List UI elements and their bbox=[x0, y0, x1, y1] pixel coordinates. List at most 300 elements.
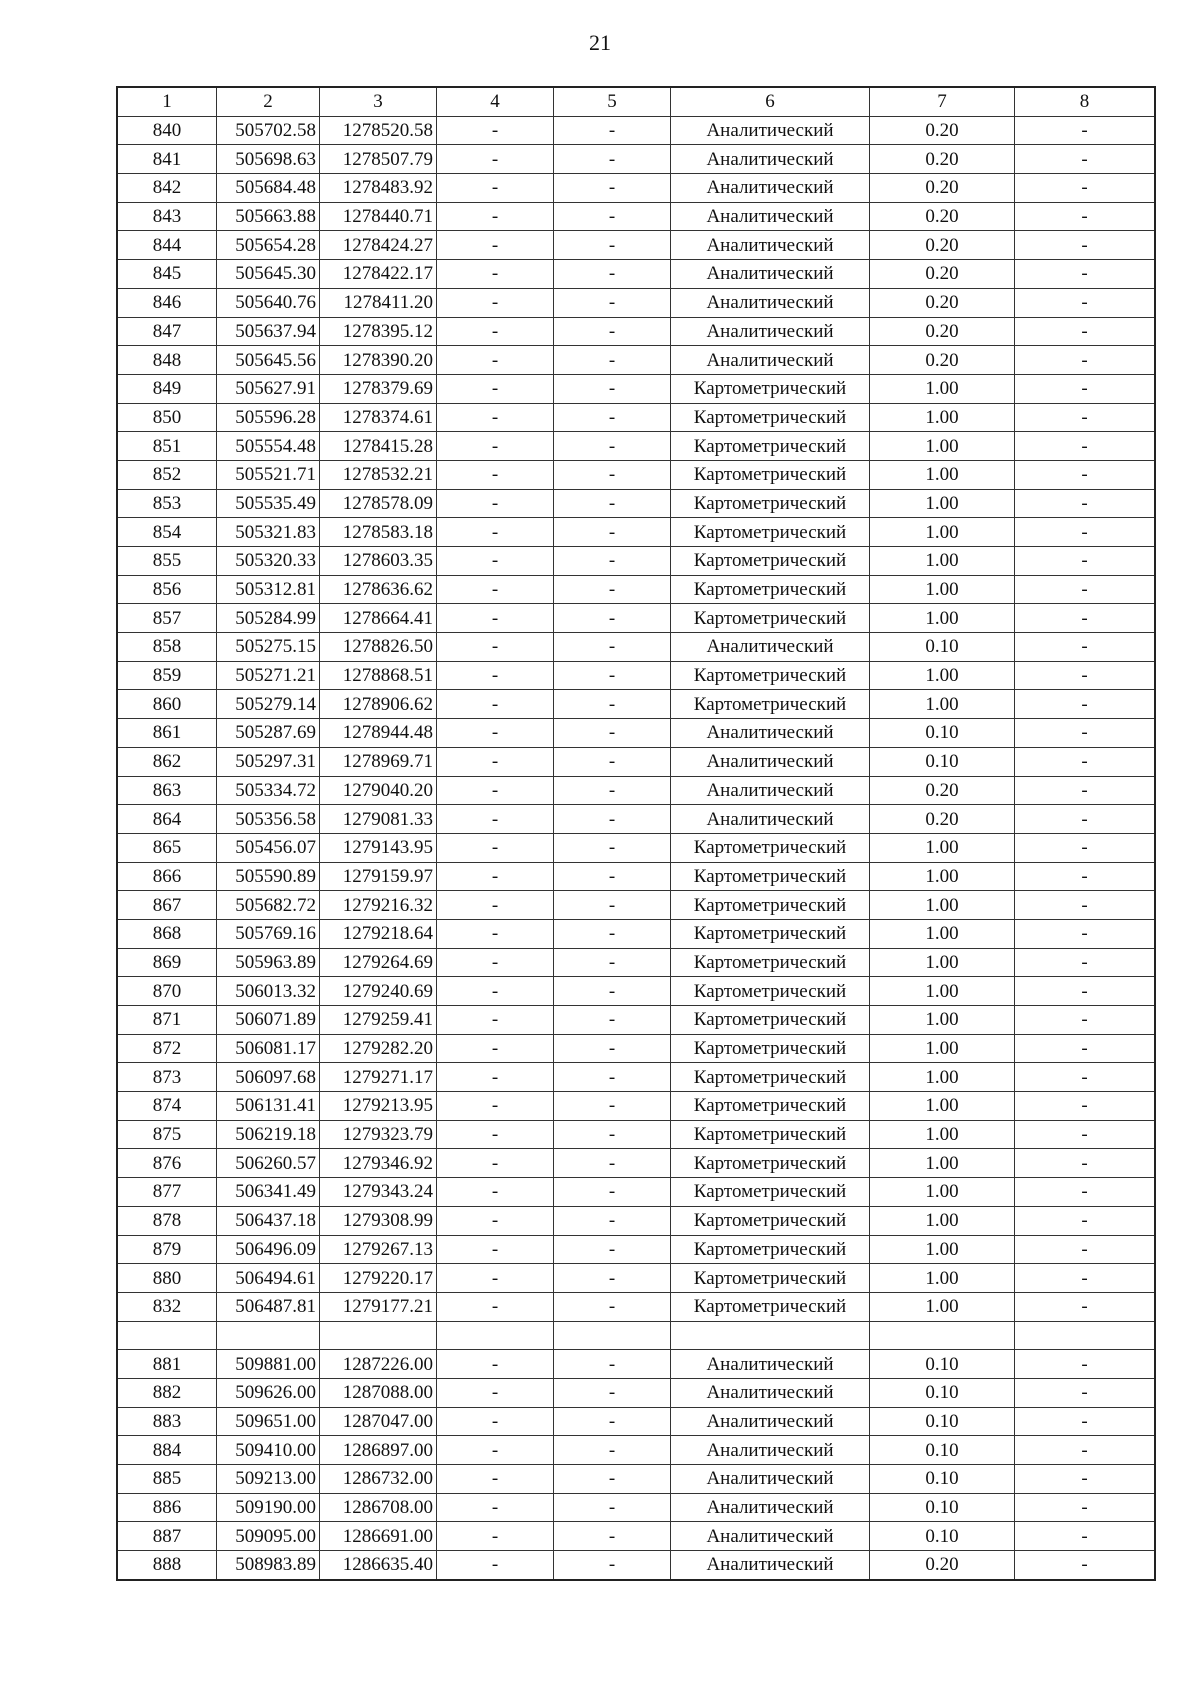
point-number-cell: 884 bbox=[117, 1436, 217, 1465]
col4-cell: - bbox=[437, 833, 554, 862]
table-row bbox=[117, 891, 1155, 920]
header-row bbox=[117, 87, 1155, 116]
y-coordinate-cell: 1278483.92 bbox=[320, 174, 437, 203]
col5-cell: - bbox=[554, 460, 671, 489]
point-number-cell: 846 bbox=[117, 288, 217, 317]
accuracy-cell: 0.20 bbox=[870, 260, 1015, 289]
y-coordinate-cell: 1278395.12 bbox=[320, 317, 437, 346]
col5-cell: - bbox=[554, 1378, 671, 1407]
col4-cell: - bbox=[437, 518, 554, 547]
col4-cell: - bbox=[437, 1178, 554, 1207]
col5-cell: - bbox=[554, 1063, 671, 1092]
method-cell: Картометрический bbox=[671, 977, 870, 1006]
col4-cell: - bbox=[437, 1006, 554, 1035]
col4-cell: - bbox=[437, 891, 554, 920]
table-row bbox=[117, 317, 1155, 346]
x-coordinate-cell: 505682.72 bbox=[217, 891, 320, 920]
point-number-cell: 874 bbox=[117, 1092, 217, 1121]
table-row bbox=[117, 1063, 1155, 1092]
method-cell: Аналитический bbox=[671, 747, 870, 776]
point-number-cell: 848 bbox=[117, 346, 217, 375]
accuracy-cell: 0.20 bbox=[870, 288, 1015, 317]
col5-cell: - bbox=[554, 1034, 671, 1063]
col8-cell: - bbox=[1015, 145, 1156, 174]
x-coordinate-cell: 505637.94 bbox=[217, 317, 320, 346]
x-coordinate-cell: 506097.68 bbox=[217, 1063, 320, 1092]
table-row bbox=[117, 1378, 1155, 1407]
y-coordinate-cell: 1279282.20 bbox=[320, 1034, 437, 1063]
point-number-cell: 869 bbox=[117, 948, 217, 977]
table-row bbox=[117, 1264, 1155, 1293]
col4-cell: - bbox=[437, 1206, 554, 1235]
method-cell: Картометрический bbox=[671, 1006, 870, 1035]
y-coordinate-cell: 1278379.69 bbox=[320, 374, 437, 403]
point-number-cell: 857 bbox=[117, 604, 217, 633]
y-coordinate-cell: 1279040.20 bbox=[320, 776, 437, 805]
y-coordinate-cell: 1279216.32 bbox=[320, 891, 437, 920]
point-number-cell: 858 bbox=[117, 633, 217, 662]
x-coordinate-cell: 505590.89 bbox=[217, 862, 320, 891]
method-cell bbox=[671, 1321, 870, 1350]
accuracy-cell: 1.00 bbox=[870, 1006, 1015, 1035]
y-coordinate-cell: 1278415.28 bbox=[320, 432, 437, 461]
x-coordinate-cell: 505279.14 bbox=[217, 690, 320, 719]
col5-cell: - bbox=[554, 719, 671, 748]
col8-cell: - bbox=[1015, 518, 1156, 547]
col5-cell: - bbox=[554, 403, 671, 432]
point-number-cell: 876 bbox=[117, 1149, 217, 1178]
header-cell: 6 bbox=[671, 87, 870, 116]
col4-cell: - bbox=[437, 604, 554, 633]
col4-cell: - bbox=[437, 260, 554, 289]
table-row bbox=[117, 116, 1155, 145]
table-row bbox=[117, 1235, 1155, 1264]
col4-cell: - bbox=[437, 1149, 554, 1178]
accuracy-cell: 0.20 bbox=[870, 116, 1015, 145]
accuracy-cell: 1.00 bbox=[870, 833, 1015, 862]
header-cell: 1 bbox=[117, 87, 217, 116]
col4-cell: - bbox=[437, 719, 554, 748]
col8-cell: - bbox=[1015, 891, 1156, 920]
accuracy-cell: 1.00 bbox=[870, 1092, 1015, 1121]
method-cell: Аналитический bbox=[671, 202, 870, 231]
col4-cell: - bbox=[437, 547, 554, 576]
col5-cell: - bbox=[554, 518, 671, 547]
method-cell: Картометрический bbox=[671, 1264, 870, 1293]
y-coordinate-cell: 1278520.58 bbox=[320, 116, 437, 145]
x-coordinate-cell: 506219.18 bbox=[217, 1120, 320, 1149]
x-coordinate-cell: 506437.18 bbox=[217, 1206, 320, 1235]
table-row bbox=[117, 1149, 1155, 1178]
method-cell: Картометрический bbox=[671, 1120, 870, 1149]
accuracy-cell: 1.00 bbox=[870, 891, 1015, 920]
col4-cell: - bbox=[437, 1063, 554, 1092]
x-coordinate-cell: 506487.81 bbox=[217, 1292, 320, 1321]
header-cell: 4 bbox=[437, 87, 554, 116]
method-cell: Аналитический bbox=[671, 1551, 870, 1580]
col5-cell: - bbox=[554, 547, 671, 576]
point-number-cell: 844 bbox=[117, 231, 217, 260]
accuracy-cell: 1.00 bbox=[870, 1063, 1015, 1092]
y-coordinate-cell: 1279159.97 bbox=[320, 862, 437, 891]
method-cell: Аналитический bbox=[671, 317, 870, 346]
point-number-cell: 852 bbox=[117, 460, 217, 489]
col8-cell: - bbox=[1015, 604, 1156, 633]
col5-cell: - bbox=[554, 661, 671, 690]
x-coordinate-cell bbox=[217, 1321, 320, 1350]
col5-cell: - bbox=[554, 1407, 671, 1436]
col4-cell: - bbox=[437, 977, 554, 1006]
accuracy-cell: 1.00 bbox=[870, 460, 1015, 489]
accuracy-cell: 1.00 bbox=[870, 1178, 1015, 1207]
point-number-cell: 840 bbox=[117, 116, 217, 145]
y-coordinate-cell: 1278826.50 bbox=[320, 633, 437, 662]
x-coordinate-cell: 505275.15 bbox=[217, 633, 320, 662]
y-coordinate-cell bbox=[320, 1321, 437, 1350]
table-row bbox=[117, 346, 1155, 375]
point-number-cell: 882 bbox=[117, 1378, 217, 1407]
y-coordinate-cell: 1278969.71 bbox=[320, 747, 437, 776]
table-row bbox=[117, 1350, 1155, 1379]
point-number-cell: 868 bbox=[117, 919, 217, 948]
accuracy-cell: 1.00 bbox=[870, 1034, 1015, 1063]
y-coordinate-cell: 1287088.00 bbox=[320, 1378, 437, 1407]
method-cell: Картометрический bbox=[671, 403, 870, 432]
point-number-cell: 888 bbox=[117, 1551, 217, 1580]
col5-cell: - bbox=[554, 862, 671, 891]
col4-cell: - bbox=[437, 661, 554, 690]
col8-cell: - bbox=[1015, 776, 1156, 805]
col5-cell: - bbox=[554, 977, 671, 1006]
table-row bbox=[117, 432, 1155, 461]
accuracy-cell: 1.00 bbox=[870, 432, 1015, 461]
point-number-cell: 873 bbox=[117, 1063, 217, 1092]
accuracy-cell: 0.20 bbox=[870, 174, 1015, 203]
method-cell: Картометрический bbox=[671, 575, 870, 604]
header-cell: 7 bbox=[870, 87, 1015, 116]
col4-cell: - bbox=[437, 460, 554, 489]
col8-cell: - bbox=[1015, 231, 1156, 260]
accuracy-cell: 1.00 bbox=[870, 948, 1015, 977]
accuracy-cell: 0.10 bbox=[870, 719, 1015, 748]
col8-cell: - bbox=[1015, 547, 1156, 576]
method-cell: Аналитический bbox=[671, 1378, 870, 1407]
col8-cell: - bbox=[1015, 719, 1156, 748]
point-number-cell: 886 bbox=[117, 1493, 217, 1522]
col4-cell: - bbox=[437, 288, 554, 317]
y-coordinate-cell: 1286691.00 bbox=[320, 1522, 437, 1551]
table-row bbox=[117, 661, 1155, 690]
col8-cell: - bbox=[1015, 1522, 1156, 1551]
y-coordinate-cell: 1278411.20 bbox=[320, 288, 437, 317]
header-cell: 8 bbox=[1015, 87, 1156, 116]
col4-cell: - bbox=[437, 174, 554, 203]
method-cell: Картометрический bbox=[671, 690, 870, 719]
col5-cell: - bbox=[554, 948, 671, 977]
col4-cell: - bbox=[437, 317, 554, 346]
point-number-cell: 849 bbox=[117, 374, 217, 403]
accuracy-cell: 0.10 bbox=[870, 633, 1015, 662]
x-coordinate-cell: 505684.48 bbox=[217, 174, 320, 203]
col5-cell: - bbox=[554, 1092, 671, 1121]
col4-cell: - bbox=[437, 145, 554, 174]
y-coordinate-cell: 1279177.21 bbox=[320, 1292, 437, 1321]
method-cell: Картометрический bbox=[671, 432, 870, 461]
method-cell: Аналитический bbox=[671, 145, 870, 174]
y-coordinate-cell: 1279220.17 bbox=[320, 1264, 437, 1293]
col5-cell: - bbox=[554, 317, 671, 346]
point-number-cell: 847 bbox=[117, 317, 217, 346]
y-coordinate-cell: 1278440.71 bbox=[320, 202, 437, 231]
point-number-cell: 855 bbox=[117, 547, 217, 576]
col5-cell: - bbox=[554, 1522, 671, 1551]
accuracy-cell: 0.20 bbox=[870, 1551, 1015, 1580]
table-row bbox=[117, 833, 1155, 862]
x-coordinate-cell: 509881.00 bbox=[217, 1350, 320, 1379]
accuracy-cell: 1.00 bbox=[870, 1206, 1015, 1235]
table-row bbox=[117, 1551, 1155, 1580]
col8-cell: - bbox=[1015, 1092, 1156, 1121]
x-coordinate-cell: 505654.28 bbox=[217, 231, 320, 260]
x-coordinate-cell: 505456.07 bbox=[217, 833, 320, 862]
col5-cell: - bbox=[554, 346, 671, 375]
col5-cell: - bbox=[554, 747, 671, 776]
accuracy-cell: 0.10 bbox=[870, 747, 1015, 776]
x-coordinate-cell: 505297.31 bbox=[217, 747, 320, 776]
col8-cell: - bbox=[1015, 1551, 1156, 1580]
x-coordinate-cell: 506496.09 bbox=[217, 1235, 320, 1264]
table-row bbox=[117, 1206, 1155, 1235]
col8-cell: - bbox=[1015, 174, 1156, 203]
table-row bbox=[117, 260, 1155, 289]
col5-cell: - bbox=[554, 1178, 671, 1207]
x-coordinate-cell: 505645.30 bbox=[217, 260, 320, 289]
col5-cell: - bbox=[554, 833, 671, 862]
accuracy-cell: 1.00 bbox=[870, 575, 1015, 604]
x-coordinate-cell: 509410.00 bbox=[217, 1436, 320, 1465]
col4-cell: - bbox=[437, 1522, 554, 1551]
col8-cell: - bbox=[1015, 1235, 1156, 1264]
x-coordinate-cell: 505645.56 bbox=[217, 346, 320, 375]
accuracy-cell: 1.00 bbox=[870, 547, 1015, 576]
col8-cell: - bbox=[1015, 833, 1156, 862]
table-row bbox=[117, 1092, 1155, 1121]
y-coordinate-cell: 1278868.51 bbox=[320, 661, 437, 690]
x-coordinate-cell: 506341.49 bbox=[217, 1178, 320, 1207]
method-cell: Картометрический bbox=[671, 948, 870, 977]
method-cell: Аналитический bbox=[671, 346, 870, 375]
y-coordinate-cell: 1279346.92 bbox=[320, 1149, 437, 1178]
accuracy-cell: 1.00 bbox=[870, 690, 1015, 719]
x-coordinate-cell: 506071.89 bbox=[217, 1006, 320, 1035]
method-cell: Картометрический bbox=[671, 547, 870, 576]
accuracy-cell: 1.00 bbox=[870, 862, 1015, 891]
accuracy-cell: 0.10 bbox=[870, 1350, 1015, 1379]
col4-cell: - bbox=[437, 1264, 554, 1293]
x-coordinate-cell: 505321.83 bbox=[217, 518, 320, 547]
point-number-cell: 866 bbox=[117, 862, 217, 891]
table-row bbox=[117, 145, 1155, 174]
col8-cell: - bbox=[1015, 805, 1156, 834]
accuracy-cell: 0.10 bbox=[870, 1378, 1015, 1407]
header-cell: 3 bbox=[320, 87, 437, 116]
col4-cell: - bbox=[437, 1092, 554, 1121]
col4-cell: - bbox=[437, 633, 554, 662]
method-cell: Картометрический bbox=[671, 1063, 870, 1092]
table-row bbox=[117, 919, 1155, 948]
col5-cell: - bbox=[554, 288, 671, 317]
point-number-cell: 861 bbox=[117, 719, 217, 748]
accuracy-cell: 1.00 bbox=[870, 1264, 1015, 1293]
accuracy-cell: 0.20 bbox=[870, 317, 1015, 346]
method-cell: Картометрический bbox=[671, 1092, 870, 1121]
y-coordinate-cell: 1279343.24 bbox=[320, 1178, 437, 1207]
x-coordinate-cell: 509190.00 bbox=[217, 1493, 320, 1522]
point-number-cell: 859 bbox=[117, 661, 217, 690]
method-cell: Аналитический bbox=[671, 1522, 870, 1551]
table-row bbox=[117, 1321, 1155, 1350]
col5-cell: - bbox=[554, 1149, 671, 1178]
method-cell: Картометрический bbox=[671, 1292, 870, 1321]
table-row bbox=[117, 747, 1155, 776]
accuracy-cell bbox=[870, 1321, 1015, 1350]
col8-cell: - bbox=[1015, 1264, 1156, 1293]
method-cell: Аналитический bbox=[671, 1436, 870, 1465]
accuracy-cell: 0.20 bbox=[870, 805, 1015, 834]
method-cell: Аналитический bbox=[671, 1350, 870, 1379]
col8-cell: - bbox=[1015, 747, 1156, 776]
x-coordinate-cell: 505535.49 bbox=[217, 489, 320, 518]
table-row bbox=[117, 174, 1155, 203]
x-coordinate-cell: 505521.71 bbox=[217, 460, 320, 489]
method-cell: Аналитический bbox=[671, 1407, 870, 1436]
y-coordinate-cell: 1279259.41 bbox=[320, 1006, 437, 1035]
y-coordinate-cell: 1278578.09 bbox=[320, 489, 437, 518]
y-coordinate-cell: 1278636.62 bbox=[320, 575, 437, 604]
col8-cell: - bbox=[1015, 1149, 1156, 1178]
col8-cell: - bbox=[1015, 661, 1156, 690]
col8-cell: - bbox=[1015, 489, 1156, 518]
x-coordinate-cell: 509626.00 bbox=[217, 1378, 320, 1407]
table-row bbox=[117, 1436, 1155, 1465]
table-row bbox=[117, 489, 1155, 518]
col5-cell: - bbox=[554, 1551, 671, 1580]
y-coordinate-cell: 1279143.95 bbox=[320, 833, 437, 862]
col4-cell: - bbox=[437, 432, 554, 461]
col5-cell: - bbox=[554, 1120, 671, 1149]
col8-cell: - bbox=[1015, 919, 1156, 948]
col8-cell: - bbox=[1015, 862, 1156, 891]
y-coordinate-cell: 1278944.48 bbox=[320, 719, 437, 748]
col4-cell: - bbox=[437, 489, 554, 518]
col8-cell: - bbox=[1015, 1034, 1156, 1063]
accuracy-cell: 0.20 bbox=[870, 202, 1015, 231]
col4-cell: - bbox=[437, 919, 554, 948]
point-number-cell: 842 bbox=[117, 174, 217, 203]
col8-cell: - bbox=[1015, 1006, 1156, 1035]
col4-cell: - bbox=[437, 1350, 554, 1379]
col5-cell: - bbox=[554, 1206, 671, 1235]
point-number-cell: 863 bbox=[117, 776, 217, 805]
x-coordinate-cell: 509095.00 bbox=[217, 1522, 320, 1551]
col8-cell: - bbox=[1015, 346, 1156, 375]
col5-cell: - bbox=[554, 575, 671, 604]
y-coordinate-cell: 1278603.35 bbox=[320, 547, 437, 576]
accuracy-cell: 0.20 bbox=[870, 231, 1015, 260]
x-coordinate-cell: 508983.89 bbox=[217, 1551, 320, 1580]
table-row bbox=[117, 1407, 1155, 1436]
table-row bbox=[117, 288, 1155, 317]
col5-cell: - bbox=[554, 1465, 671, 1494]
point-number-cell: 878 bbox=[117, 1206, 217, 1235]
method-cell: Картометрический bbox=[671, 604, 870, 633]
y-coordinate-cell: 1278422.17 bbox=[320, 260, 437, 289]
accuracy-cell: 1.00 bbox=[870, 518, 1015, 547]
table-row bbox=[117, 1178, 1155, 1207]
method-cell: Картометрический bbox=[671, 489, 870, 518]
x-coordinate-cell: 505334.72 bbox=[217, 776, 320, 805]
y-coordinate-cell: 1279271.17 bbox=[320, 1063, 437, 1092]
point-number-cell: 870 bbox=[117, 977, 217, 1006]
table-row bbox=[117, 547, 1155, 576]
accuracy-cell: 0.10 bbox=[870, 1522, 1015, 1551]
y-coordinate-cell: 1278664.41 bbox=[320, 604, 437, 633]
point-number-cell: 867 bbox=[117, 891, 217, 920]
col4-cell: - bbox=[437, 346, 554, 375]
y-coordinate-cell: 1279264.69 bbox=[320, 948, 437, 977]
point-number-cell: 832 bbox=[117, 1292, 217, 1321]
point-number-cell: 853 bbox=[117, 489, 217, 518]
x-coordinate-cell: 505769.16 bbox=[217, 919, 320, 948]
point-number-cell: 862 bbox=[117, 747, 217, 776]
col5-cell: - bbox=[554, 1292, 671, 1321]
col8-cell: - bbox=[1015, 1465, 1156, 1494]
col8-cell: - bbox=[1015, 633, 1156, 662]
method-cell: Картометрический bbox=[671, 1034, 870, 1063]
table-row bbox=[117, 518, 1155, 547]
point-number-cell bbox=[117, 1321, 217, 1350]
accuracy-cell: 0.20 bbox=[870, 346, 1015, 375]
col8-cell: - bbox=[1015, 977, 1156, 1006]
method-cell: Картометрический bbox=[671, 460, 870, 489]
x-coordinate-cell: 505702.58 bbox=[217, 116, 320, 145]
method-cell: Аналитический bbox=[671, 805, 870, 834]
col5-cell: - bbox=[554, 116, 671, 145]
col8-cell: - bbox=[1015, 374, 1156, 403]
y-coordinate-cell: 1278507.79 bbox=[320, 145, 437, 174]
header-cell: 2 bbox=[217, 87, 320, 116]
col5-cell: - bbox=[554, 633, 671, 662]
accuracy-cell: 0.10 bbox=[870, 1493, 1015, 1522]
col5-cell: - bbox=[554, 891, 671, 920]
method-cell: Аналитический bbox=[671, 260, 870, 289]
method-cell: Картометрический bbox=[671, 862, 870, 891]
col8-cell: - bbox=[1015, 1206, 1156, 1235]
col4-cell: - bbox=[437, 1551, 554, 1580]
col4-cell: - bbox=[437, 374, 554, 403]
table-row bbox=[117, 1465, 1155, 1494]
point-number-cell: 864 bbox=[117, 805, 217, 834]
col4-cell bbox=[437, 1321, 554, 1350]
point-number-cell: 872 bbox=[117, 1034, 217, 1063]
table-row bbox=[117, 1034, 1155, 1063]
point-number-cell: 881 bbox=[117, 1350, 217, 1379]
col8-cell: - bbox=[1015, 288, 1156, 317]
table-row bbox=[117, 1120, 1155, 1149]
col8-cell bbox=[1015, 1321, 1156, 1350]
col5-cell: - bbox=[554, 1264, 671, 1293]
coordinates-table bbox=[116, 86, 1156, 1581]
